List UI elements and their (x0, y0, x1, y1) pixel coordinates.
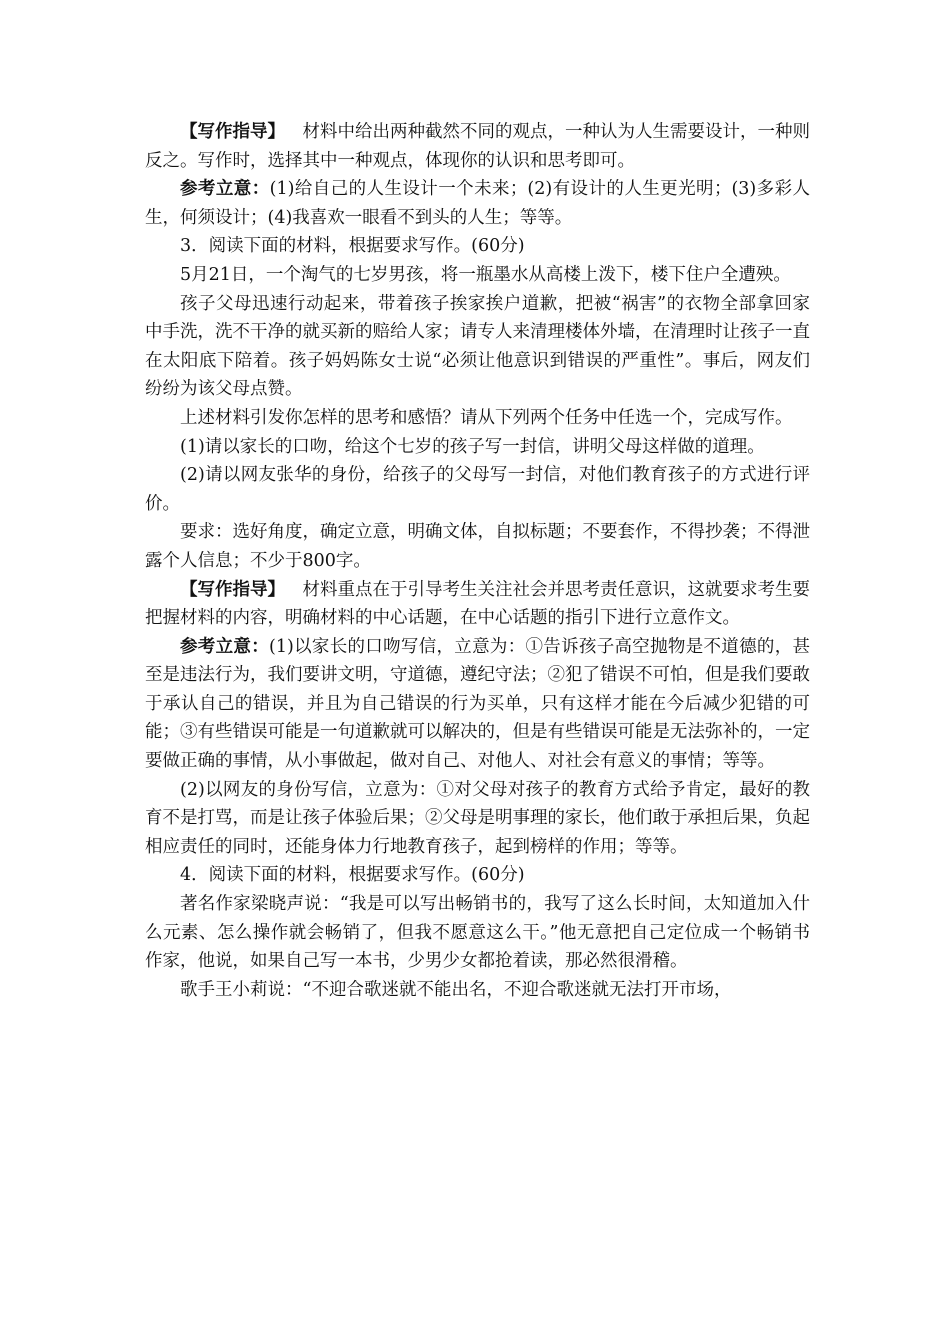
task-option-2: (2)请以网友张华的身份，给孩子的父母写一封信，对他们教育孩子的方式进行评价。 (145, 465, 810, 514)
paragraph-reference-2 (145, 633, 810, 776)
label-writing-guide: 【写作指导】 (180, 579, 285, 600)
material-paragraph: 孩子父母迅速行动起来，带着孩子挨家挨户道歉，把被“祸害”的衣物全部拿回家中手洗，洗不干净的就买新的赔给人家；请专人来清理楼体外墙，在清理时让孩子一直在太阳底下陪着。孩子妈妈陈女士说“必须让他意识到错误的严重性”。事后，网友们纷纷为该父母点赞。 (145, 293, 810, 400)
task-instruction: 上述材料引发你怎样的思考和感悟？请从下列两个任务中任选一个，完成写作。 (180, 407, 793, 428)
material-paragraph: 5月21日，一个淘气的七岁男孩，将一瓶墨水从高楼上泼下，楼下住户全遭殃。 (180, 264, 791, 285)
paragraph-guide-1 (145, 118, 810, 175)
material-paragraph: 著名作家梁晓声说：“我是可以写出畅销书的，我写了这么长时间，太知道加入什么元素、怎么操作就会畅销了，但我不愿意这么干。”他无意把自己定位成一个畅销书作家，他说，如果自己写一本书，少男少女都抢着读，那必然很滑稽。 (145, 894, 810, 972)
paragraph-text: 材料中给出两种截然不同的观点，一种认为人生需要设计，一种则反之。写作时，选择其中一种观点，体现你的认识和思考即可。 (145, 122, 810, 171)
reference-option-2: (2)以网友的身份写信，立意为：①对父母对孩子的教育方式给予肯定，最好的教育不是打骂，而是让孩子体验后果；②父母是明事理的家长，他们敢于承担后果，负起相应责任的同时，还能身体力行地教育孩子，起到榜样的作用；等等。 (145, 779, 810, 857)
paragraph-reference-1 (145, 175, 810, 232)
document-page (145, 118, 810, 1004)
task-option-1: (1)请以家长的口吻，给这个七岁的孩子写一封信，讲明父母这样做的道理。 (180, 436, 765, 457)
paragraph-guide-2 (145, 576, 810, 633)
material-paragraph: 歌手王小莉说：“不迎合歌迷就不能出名，不迎合歌迷就无法打开市场， (180, 979, 732, 1000)
label-reference-idea: 参考立意： (180, 636, 270, 657)
paragraph-text: 材料重点在于引导考生关注社会并思考责任意识，这就要求考生要把握材料的内容，明确材料的中心话题，在中心话题的指引下进行立意作文。 (145, 579, 810, 629)
requirements: 要求：选好角度，确定立意，明确文体，自拟标题；不要套作，不得抄袭；不得泄露个人信息；不少于800字。 (145, 522, 810, 571)
label-writing-guide: 【写作指导】 (180, 122, 285, 142)
label-reference-idea: 参考立意： (180, 179, 270, 200)
question-4-heading: 4．阅读下面的材料，根据要求写作。(60分) (180, 865, 525, 886)
paragraph-text: (1)给自己的人生设计一个未来；(2)有设计的人生更光明；(3)多彩人生，何须设计；(4)我喜欢一眼看不到头的人生；等等。 (145, 179, 810, 228)
question-3-heading: 3．阅读下面的材料，根据要求写作。(60分) (180, 236, 525, 257)
paragraph-text: (1)以家长的口吻写信，立意为：①告诉孩子高空抛物是不道德的，甚至是违法行为，我们要讲文明，守道德，遵纪守法；②犯了错误不可怕，但是我们要敢于承认自己的错误，并且为自己错误的行为买单，只有这样才能在今后减少犯错的可能；③有些错误可能是一句道歉就可以解决的，但是有些错误可能是无法弥补的，一定要做正确的事情，从小事做起，做对自己、对他人、对社会有意义的事情；等等。 (145, 636, 811, 772)
